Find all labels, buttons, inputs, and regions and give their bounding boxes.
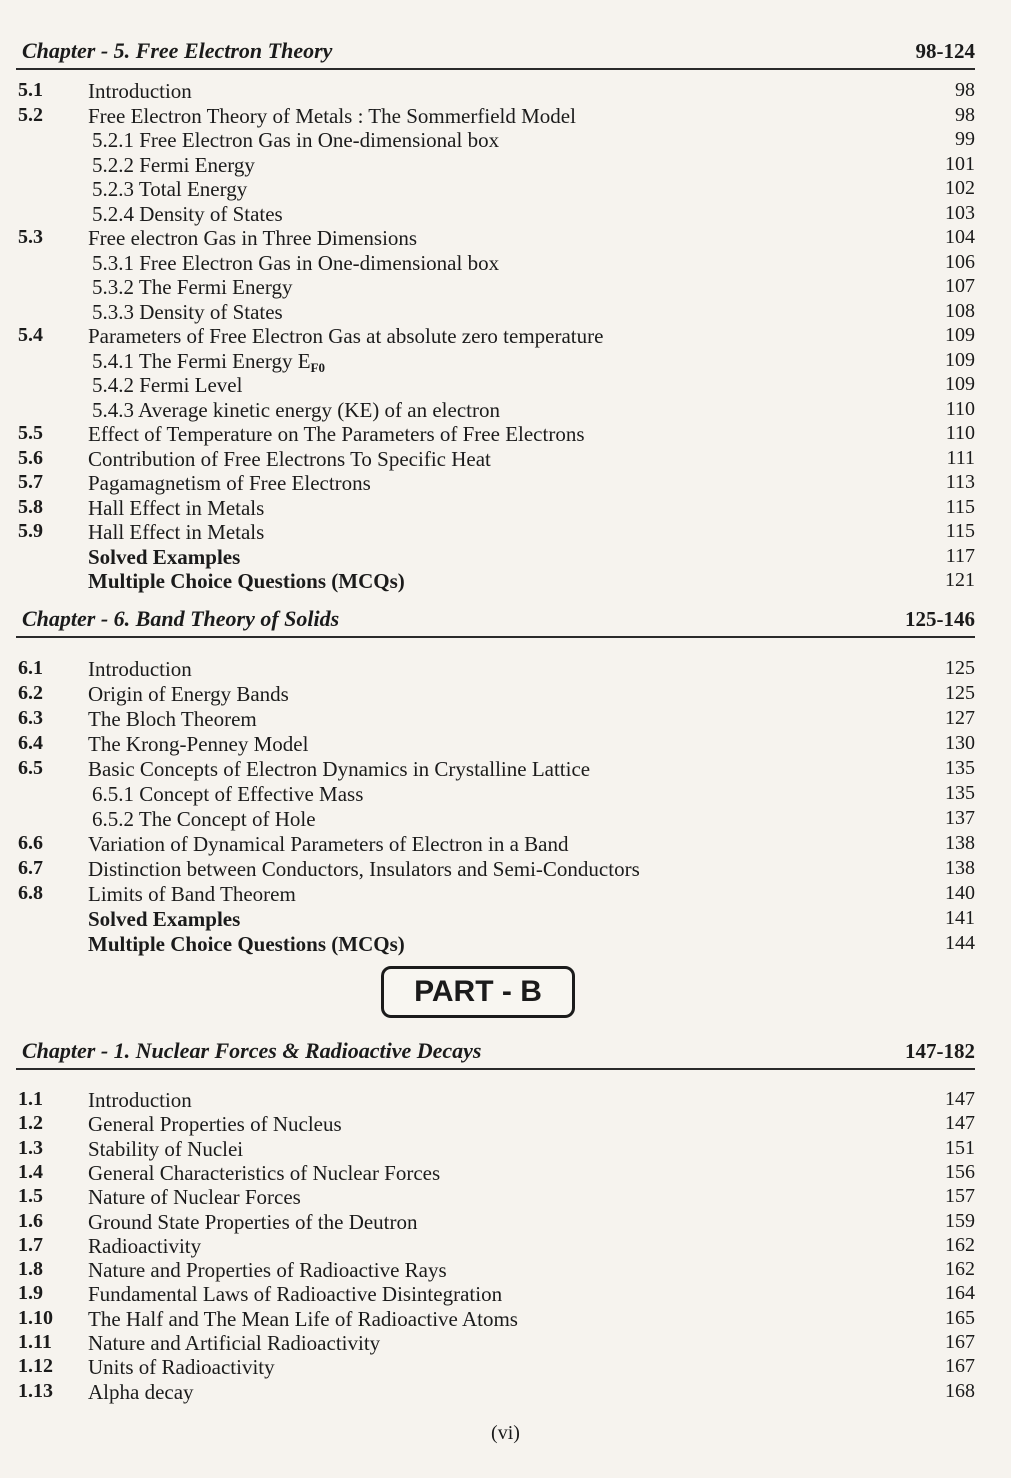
chapter-heading	[16, 34, 975, 70]
section-title-text: 5.4.1 The Fermi Energy E	[92, 348, 311, 373]
section-number: 5.2	[18, 103, 43, 126]
toc-entry	[16, 79, 975, 103]
page-ref: 106	[945, 250, 975, 273]
page-ref: 121	[945, 569, 975, 591]
toc-entry	[16, 447, 975, 471]
toc-entry	[16, 275, 975, 299]
section-number: 1.12	[18, 1355, 53, 1378]
section-title	[92, 398, 500, 423]
toc-entry	[16, 782, 975, 806]
toc-entry	[16, 1161, 975, 1185]
section-title	[88, 471, 371, 496]
part-b-label: PART - B	[381, 966, 575, 1018]
section-title	[88, 324, 603, 349]
section-number: 1.1	[18, 1088, 43, 1110]
section-title	[88, 1161, 440, 1186]
toc-entry	[16, 202, 975, 226]
toc-entry	[16, 300, 975, 324]
section-number: 1.8	[18, 1258, 43, 1281]
section-title	[88, 1185, 301, 1210]
section-title	[88, 657, 192, 682]
section-title-text: 5.2.3 Total Energy	[92, 177, 248, 201]
section-title-text: 5.2.1 Free Electron Gas in One-dimensional box	[92, 128, 500, 152]
section-title-text: Free Electron Theory of Metals : The Sommerfield Model	[88, 103, 576, 128]
chapter-title: Chapter - 1. Nuclear Forces & Radioactive Decays	[22, 1038, 482, 1063]
toc-entry	[16, 520, 975, 544]
toc-entry	[16, 153, 975, 177]
page-ref: 111	[946, 446, 975, 469]
section-title	[88, 1234, 201, 1259]
page-number: (vi)	[491, 1422, 520, 1444]
toc-entry	[16, 1185, 975, 1209]
section-title	[92, 373, 242, 398]
toc-entry	[16, 1137, 975, 1161]
page-ref: 140	[945, 882, 975, 904]
section-title	[88, 682, 289, 707]
toc-entry	[16, 251, 975, 275]
page-ref: 109	[945, 324, 975, 346]
page-ref: 135	[945, 757, 975, 779]
section-number: 5.4	[18, 324, 43, 346]
page-ref: 109	[945, 373, 975, 395]
toc-entry	[16, 104, 975, 128]
section-title	[88, 1258, 447, 1283]
section-title-text: The Krong-Penney Model	[88, 732, 309, 756]
section-title	[92, 300, 283, 325]
section-title-text: Parameters of Free Electron Gas at absolute zero temperature	[88, 324, 604, 348]
section-title-text: 5.3.1 Free Electron Gas in One-dimensional box	[92, 250, 500, 275]
section-title-text: Introduction	[88, 657, 192, 681]
section-title-text: Distinction between Conductors, Insulators and Semi-Conductors	[88, 857, 640, 881]
section-title-text: Multiple Choice Questions (MCQs)	[88, 569, 405, 593]
section-title	[88, 857, 640, 882]
section-number: 1.13	[18, 1379, 53, 1402]
section-number: 5.5	[18, 422, 43, 444]
section-title-text: Solved Examples	[88, 544, 241, 569]
section-title	[88, 1282, 502, 1307]
page-ref: 159	[945, 1209, 975, 1232]
page-ref: 135	[945, 782, 975, 804]
section-title-text: Units of Radioactivity	[88, 1355, 275, 1380]
toc-entry	[16, 1331, 975, 1355]
page-ref: 101	[945, 152, 975, 175]
chapter-heading	[16, 602, 975, 638]
section-title	[88, 1112, 342, 1137]
section-number: 1.6	[18, 1209, 43, 1232]
toc-entry	[16, 882, 975, 906]
section-number: 6.3	[18, 707, 43, 729]
section-number: 6.5	[18, 757, 43, 779]
toc-entry	[16, 807, 975, 831]
chapter-heading	[16, 1034, 975, 1070]
toc-entry	[16, 1307, 975, 1331]
section-title-text: The Half and The Mean Life of Radioactive Atoms	[88, 1306, 518, 1331]
section-title-text: Introduction	[88, 1088, 192, 1112]
section-title	[88, 496, 264, 521]
section-title-text: Hall Effect in Metals	[88, 495, 265, 520]
section-number: 1.4	[18, 1160, 43, 1183]
section-title-text: Nature and Properties of Radioactive Rays	[88, 1258, 447, 1283]
toc-entry	[16, 1258, 975, 1282]
section-title-text: 5.2.2 Fermi Energy	[92, 152, 255, 177]
section-number: 6.1	[18, 657, 43, 679]
chapter-page-range: 147-182	[905, 1039, 975, 1063]
toc-entry	[16, 422, 975, 446]
page-ref: 98	[955, 79, 975, 101]
page-ref: 156	[945, 1160, 975, 1183]
section-title-text: Alpha decay	[88, 1379, 194, 1404]
section-title	[88, 732, 308, 757]
section-number: 6.8	[18, 882, 43, 904]
toc-entry	[16, 1355, 975, 1379]
section-title	[88, 1331, 380, 1356]
section-title	[92, 275, 292, 300]
section-number: 1.11	[18, 1331, 52, 1353]
toc-entry	[16, 373, 975, 397]
page-ref: 165	[945, 1306, 975, 1329]
toc-entry	[16, 1380, 975, 1404]
section-title-text: Nature of Nuclear Forces	[88, 1185, 301, 1210]
section-title-text: General Characteristics of Nuclear Forces	[88, 1160, 441, 1185]
section-title	[92, 349, 325, 376]
section-title	[88, 757, 590, 782]
section-number: 5.6	[18, 446, 43, 469]
section-title-text: Origin of Energy Bands	[88, 682, 289, 706]
section-title-text: 6.5.2 The Concept of Hole	[92, 807, 316, 831]
section-title	[92, 251, 499, 276]
section-title	[88, 882, 296, 907]
section-title	[88, 1088, 192, 1113]
section-title-text: Pagamagnetism of Free Electrons	[88, 471, 371, 495]
section-title	[92, 177, 247, 202]
section-number: 6.7	[18, 857, 43, 879]
section-title	[88, 422, 585, 447]
page-ref: 162	[945, 1233, 975, 1256]
page-ref: 127	[945, 707, 975, 729]
section-title-text: The Bloch Theorem	[88, 707, 257, 731]
page-ref: 98	[955, 103, 975, 126]
section-title-text: Variation of Dynamical Parameters of Electron in a Band	[88, 832, 569, 856]
section-number: 1.5	[18, 1185, 43, 1208]
section-title-text: 5.2.4 Density of States	[92, 201, 283, 226]
page-ref: 164	[945, 1282, 975, 1305]
section-title-text: Stability of Nuclei	[88, 1136, 244, 1161]
page-ref: 125	[945, 682, 975, 704]
toc-entry	[16, 757, 975, 781]
section-title-text: Radioactivity	[88, 1233, 202, 1258]
page-ref: 107	[945, 275, 975, 297]
section-title	[92, 202, 283, 227]
section-number: 5.1	[18, 79, 43, 101]
section-title-text: 5.3.2 The Fermi Energy	[92, 275, 293, 299]
page-ref: 113	[945, 471, 975, 493]
toc-entry	[16, 1088, 975, 1112]
section-title-text: Fundamental Laws of Radioactive Disintegration	[88, 1282, 503, 1307]
toc-entry	[16, 907, 975, 931]
page-ref: 138	[945, 857, 975, 879]
section-title-text: 5.3.3 Density of States	[92, 299, 283, 324]
section-title-text: Contribution of Free Electrons To Specific Heat	[88, 446, 491, 471]
page-ref: 110	[945, 397, 975, 420]
section-title-text: Introduction	[88, 79, 192, 103]
section-number: 5.7	[18, 471, 43, 493]
chapter-page-range: 98-124	[915, 39, 975, 63]
section-number: 5.3	[18, 226, 43, 248]
toc-entry	[16, 832, 975, 856]
section-title	[92, 807, 316, 832]
section-title-text: Effect of Temperature on The Parameters of Free Electrons	[88, 422, 585, 446]
toc-entry	[16, 349, 975, 373]
section-number: 6.6	[18, 832, 43, 854]
toc-entry	[16, 496, 975, 520]
toc-entry	[16, 732, 975, 756]
page-ref: 167	[945, 1331, 975, 1353]
page-ref: 162	[945, 1258, 975, 1281]
toc-entry	[16, 569, 975, 593]
toc-entry	[16, 226, 975, 250]
toc-entry	[16, 471, 975, 495]
page-ref: 167	[945, 1355, 975, 1378]
page-ref: 99	[955, 128, 975, 150]
page-ref: 108	[945, 299, 975, 322]
toc-entry	[16, 545, 975, 569]
section-title	[88, 104, 576, 129]
section-number: 1.7	[18, 1233, 43, 1256]
toc-entry	[16, 324, 975, 348]
section-title	[88, 707, 257, 732]
section-title	[92, 128, 499, 153]
section-title-text: 5.4.3 Average kinetic energy (KE) of an electron	[92, 397, 500, 422]
section-title-text: Ground State Properties of the Deutron	[88, 1209, 418, 1234]
toc-entry	[16, 1112, 975, 1136]
section-title	[88, 932, 405, 957]
section-title	[88, 545, 240, 570]
section-title	[88, 1210, 418, 1235]
page-ref: 168	[945, 1379, 975, 1402]
section-number: 1.10	[18, 1306, 53, 1329]
toc-entry	[16, 1210, 975, 1234]
toc-entry	[16, 1234, 975, 1258]
section-title-text: 6.5.1 Concept of Effective Mass	[92, 782, 364, 806]
toc-entry	[16, 1282, 975, 1306]
page-ref: 151	[945, 1136, 975, 1159]
section-title	[88, 832, 569, 857]
page-ref: 138	[945, 832, 975, 854]
page-ref: 102	[945, 177, 975, 199]
section-title-subscript: F0	[310, 359, 325, 375]
page-ref: 130	[945, 732, 975, 754]
toc-entry	[16, 177, 975, 201]
page-ref: 144	[945, 932, 975, 954]
section-title	[88, 79, 192, 104]
toc-entry	[16, 932, 975, 956]
page-ref: 110	[945, 422, 975, 444]
section-title	[88, 569, 405, 594]
page-ref: 125	[945, 657, 975, 679]
page-ref: 117	[945, 544, 975, 567]
section-title-text: Hall Effect in Metals	[88, 520, 265, 544]
page-ref: 115	[945, 495, 975, 518]
chapter-title: Chapter - 6. Band Theory of Solids	[22, 606, 340, 631]
chapter-page-range: 125-146	[905, 607, 975, 631]
section-number: 5.8	[18, 495, 43, 518]
page-ref: 137	[945, 807, 975, 829]
page-ref: 104	[945, 226, 975, 248]
section-title-text: Basic Concepts of Electron Dynamics in Crystalline Lattice	[88, 757, 591, 781]
section-number: 6.4	[18, 732, 43, 754]
page-ref: 147	[945, 1112, 975, 1135]
page-ref: 147	[945, 1088, 975, 1110]
page-ref: 103	[945, 201, 975, 224]
section-title-text: Solved Examples	[88, 907, 241, 931]
page-ref: 157	[945, 1185, 975, 1208]
section-title-text: Multiple Choice Questions (MCQs)	[88, 932, 405, 956]
section-number: 1.3	[18, 1136, 43, 1159]
section-title-text: Free electron Gas in Three Dimensions	[88, 226, 418, 250]
section-number: 6.2	[18, 682, 43, 704]
toc-entry	[16, 398, 975, 422]
section-title	[88, 447, 491, 472]
section-title	[88, 1355, 275, 1380]
section-title-text: 5.4.2 Fermi Level	[92, 373, 243, 397]
section-title-text: General Properties of Nucleus	[88, 1112, 342, 1137]
section-title	[92, 153, 255, 178]
section-title	[88, 226, 417, 251]
section-title	[88, 1380, 194, 1405]
section-title	[92, 782, 363, 807]
section-number: 5.9	[18, 520, 43, 542]
section-title	[88, 1137, 243, 1162]
toc-entry	[16, 128, 975, 152]
section-title	[88, 907, 240, 932]
toc-entry	[16, 682, 975, 706]
section-title-text: Limits of Band Theorem	[88, 882, 296, 906]
toc-entry	[16, 857, 975, 881]
page-ref: 115	[945, 520, 975, 542]
page-ref: 141	[945, 907, 975, 929]
toc-entry	[16, 707, 975, 731]
chapter-title: Chapter - 5. Free Electron Theory	[22, 38, 333, 63]
section-title	[88, 1307, 518, 1332]
section-number: 1.2	[18, 1112, 43, 1135]
section-title-text: Nature and Artificial Radioactivity	[88, 1331, 381, 1355]
section-number: 1.9	[18, 1282, 43, 1305]
toc-entry	[16, 657, 975, 681]
page-ref: 109	[945, 348, 975, 371]
section-title	[88, 520, 264, 545]
